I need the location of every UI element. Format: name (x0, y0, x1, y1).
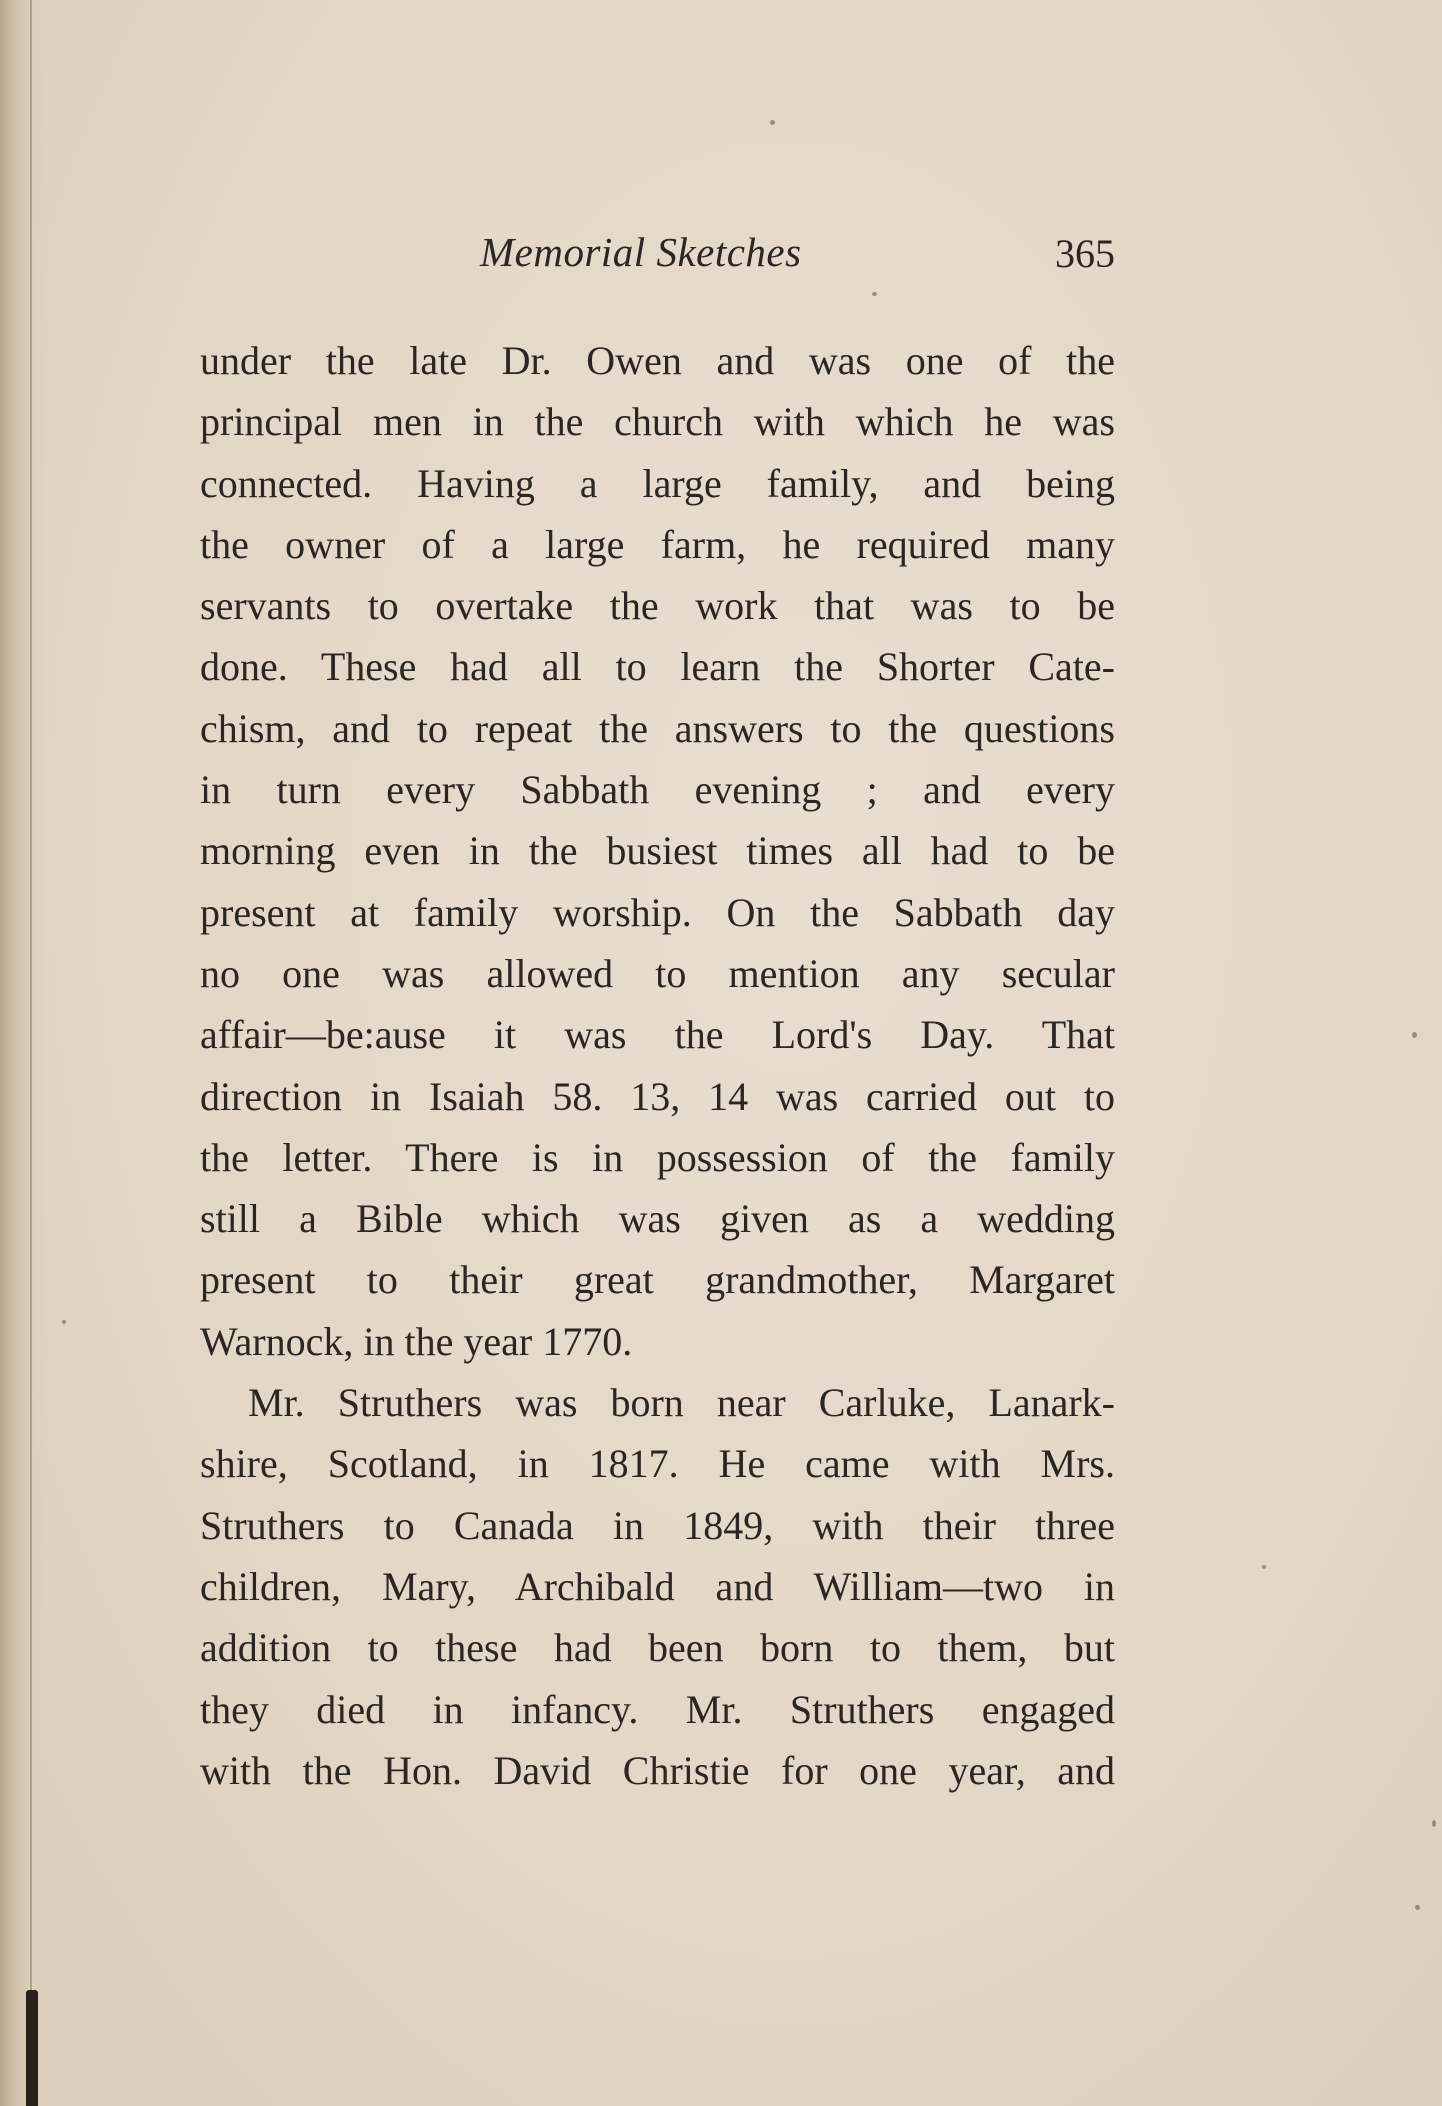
text-line: morning even in the busiest times all had to be (200, 828, 1115, 874)
paper-speck (770, 120, 775, 125)
text-line: Struthers to Canada in 1849, with their three (200, 1502, 1115, 1548)
binding-edge (26, 1990, 38, 2106)
body-text (200, 330, 1115, 1801)
text-line: with the Hon. David Christie for one year, and (200, 1747, 1115, 1793)
paragraph-start-line: Mr. Struthers was born near Carluke, Lanark- (248, 1380, 1115, 1426)
text-line: they died in infancy. Mr. Struthers engaged (200, 1686, 1115, 1732)
text-line: affair—be:ause it was the Lord's Day. That (200, 1012, 1115, 1058)
paper-speck (62, 1320, 66, 1324)
text-line: connected. Having a large family, and being (200, 460, 1115, 506)
text-line: servants to overtake the work that was to be (200, 583, 1115, 629)
paper-speck (1432, 1820, 1436, 1827)
text-line: direction in Isaiah 58. 13, 14 was carried out to (200, 1073, 1115, 1119)
running-title: Memorial Sketches (480, 229, 802, 275)
text-line: no one was allowed to mention any secular (200, 950, 1115, 996)
gutter-shadow-line (30, 0, 32, 2106)
page-number: 365 (1055, 231, 1115, 276)
text-line: the letter. There is in possession of the family (200, 1134, 1115, 1180)
text-line: under the late Dr. Owen and was one of the (200, 338, 1115, 383)
book-gutter (0, 0, 48, 2106)
paper-speck (1412, 1032, 1417, 1038)
paper-speck (1262, 1565, 1266, 1569)
text-line: present to their great grandmother, Margaret (200, 1257, 1115, 1303)
text-line: chism, and to repeat the answers to the questions (200, 705, 1115, 751)
paragraph-end-line: Warnock, in the year 1770. (200, 1318, 633, 1364)
text-line: still a Bible which was given as a wedding (200, 1196, 1115, 1242)
text-line: the owner of a large farm, he required many (200, 521, 1115, 567)
text-line: children, Mary, Archibald and William—two in (200, 1563, 1115, 1609)
text-line: done. These had all to learn the Shorter Cate- (200, 644, 1115, 690)
page-header (200, 228, 1115, 298)
text-line: addition to these had been born to them, but (200, 1625, 1115, 1671)
paper-speck (1415, 1905, 1420, 1910)
text-line: principal men in the church with which he was (200, 399, 1115, 445)
text-line: shire, Scotland, in 1817. He came with Mrs. (200, 1441, 1115, 1487)
text-line: present at family worship. On the Sabbath day (200, 889, 1115, 935)
paper-speck (872, 292, 877, 296)
text-line: in turn every Sabbath evening ; and every (200, 767, 1115, 813)
